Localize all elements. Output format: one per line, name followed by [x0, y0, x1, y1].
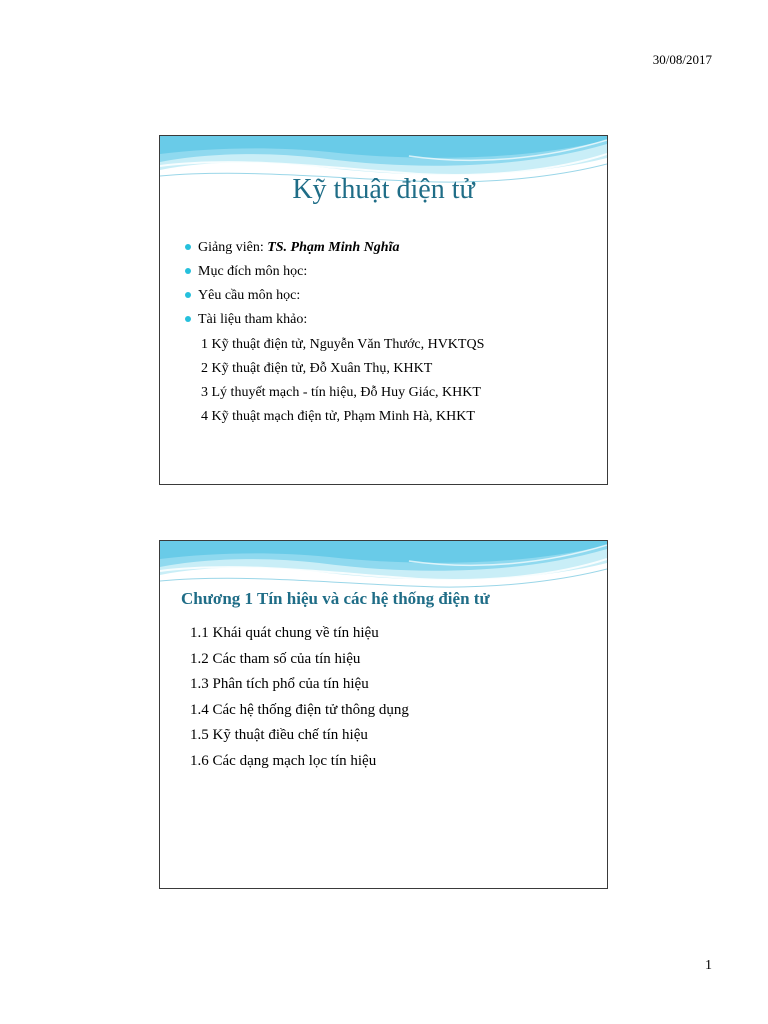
page-date: 30/08/2017: [652, 52, 712, 67]
reference-list: [201, 333, 484, 429]
bullet-text: Tài liệu tham khảo:: [198, 312, 308, 327]
reference-item: 4 Kỹ thuật mạch điện tử, Phạm Minh Hà, KHKT: [201, 409, 475, 424]
bullet-dot-icon: [185, 244, 191, 250]
outline-item: 1.3 Phân tích phổ của tín hiệu: [190, 676, 369, 692]
outline-item: 1.2 Các tham số của tín hiệu: [190, 650, 361, 667]
outline-item: 1.4 Các hệ thống điện tử thông dụng: [190, 701, 409, 718]
bullet-references: [187, 308, 399, 332]
reference-item: 1 Kỹ thuật điện tử, Nguyễn Văn Thước, HVKTQS: [201, 337, 485, 352]
outline-item: 1.6 Các dạng mạch lọc tín hiệu: [190, 752, 377, 769]
slide-2-title: Chương 1 Tín hiệu và các hệ thống điện tử: [181, 589, 490, 608]
bullet-text: Yêu cầu môn học:: [198, 288, 301, 303]
bullet-dot-icon: [185, 316, 191, 322]
page-number: 1: [705, 958, 712, 973]
reference-item: 3 Lý thuyết mạch - tín hiệu, Đỗ Huy Giác, KHKT: [201, 385, 481, 400]
outline-item: 1.1 Khái quát chung về tín hiệu: [190, 625, 379, 641]
bullet-requirements: [187, 284, 399, 308]
slide-1-bullet-list: [187, 236, 399, 332]
bullet-dot-icon: [185, 292, 191, 298]
slide-1: [159, 135, 608, 485]
lecturer-name: TS. Phạm Minh Nghĩa: [267, 240, 400, 255]
slide-1-title: Kỹ thuật điện tử: [292, 174, 475, 205]
bullet-purpose: [187, 260, 399, 284]
chapter-outline: [190, 621, 409, 774]
reference-item: 2 Kỹ thuật điện tử, Đỗ Xuân Thụ, KHKT: [201, 361, 433, 376]
bullet-dot-icon: [185, 268, 191, 274]
slide-2: [159, 540, 608, 889]
bullet-text: Mục đích môn học:: [198, 264, 308, 279]
bullet-lecturer: [187, 236, 399, 260]
outline-item: 1.5 Kỹ thuật điều chế tín hiệu: [190, 727, 368, 743]
lecturer-label: Giảng viên:: [198, 240, 268, 255]
